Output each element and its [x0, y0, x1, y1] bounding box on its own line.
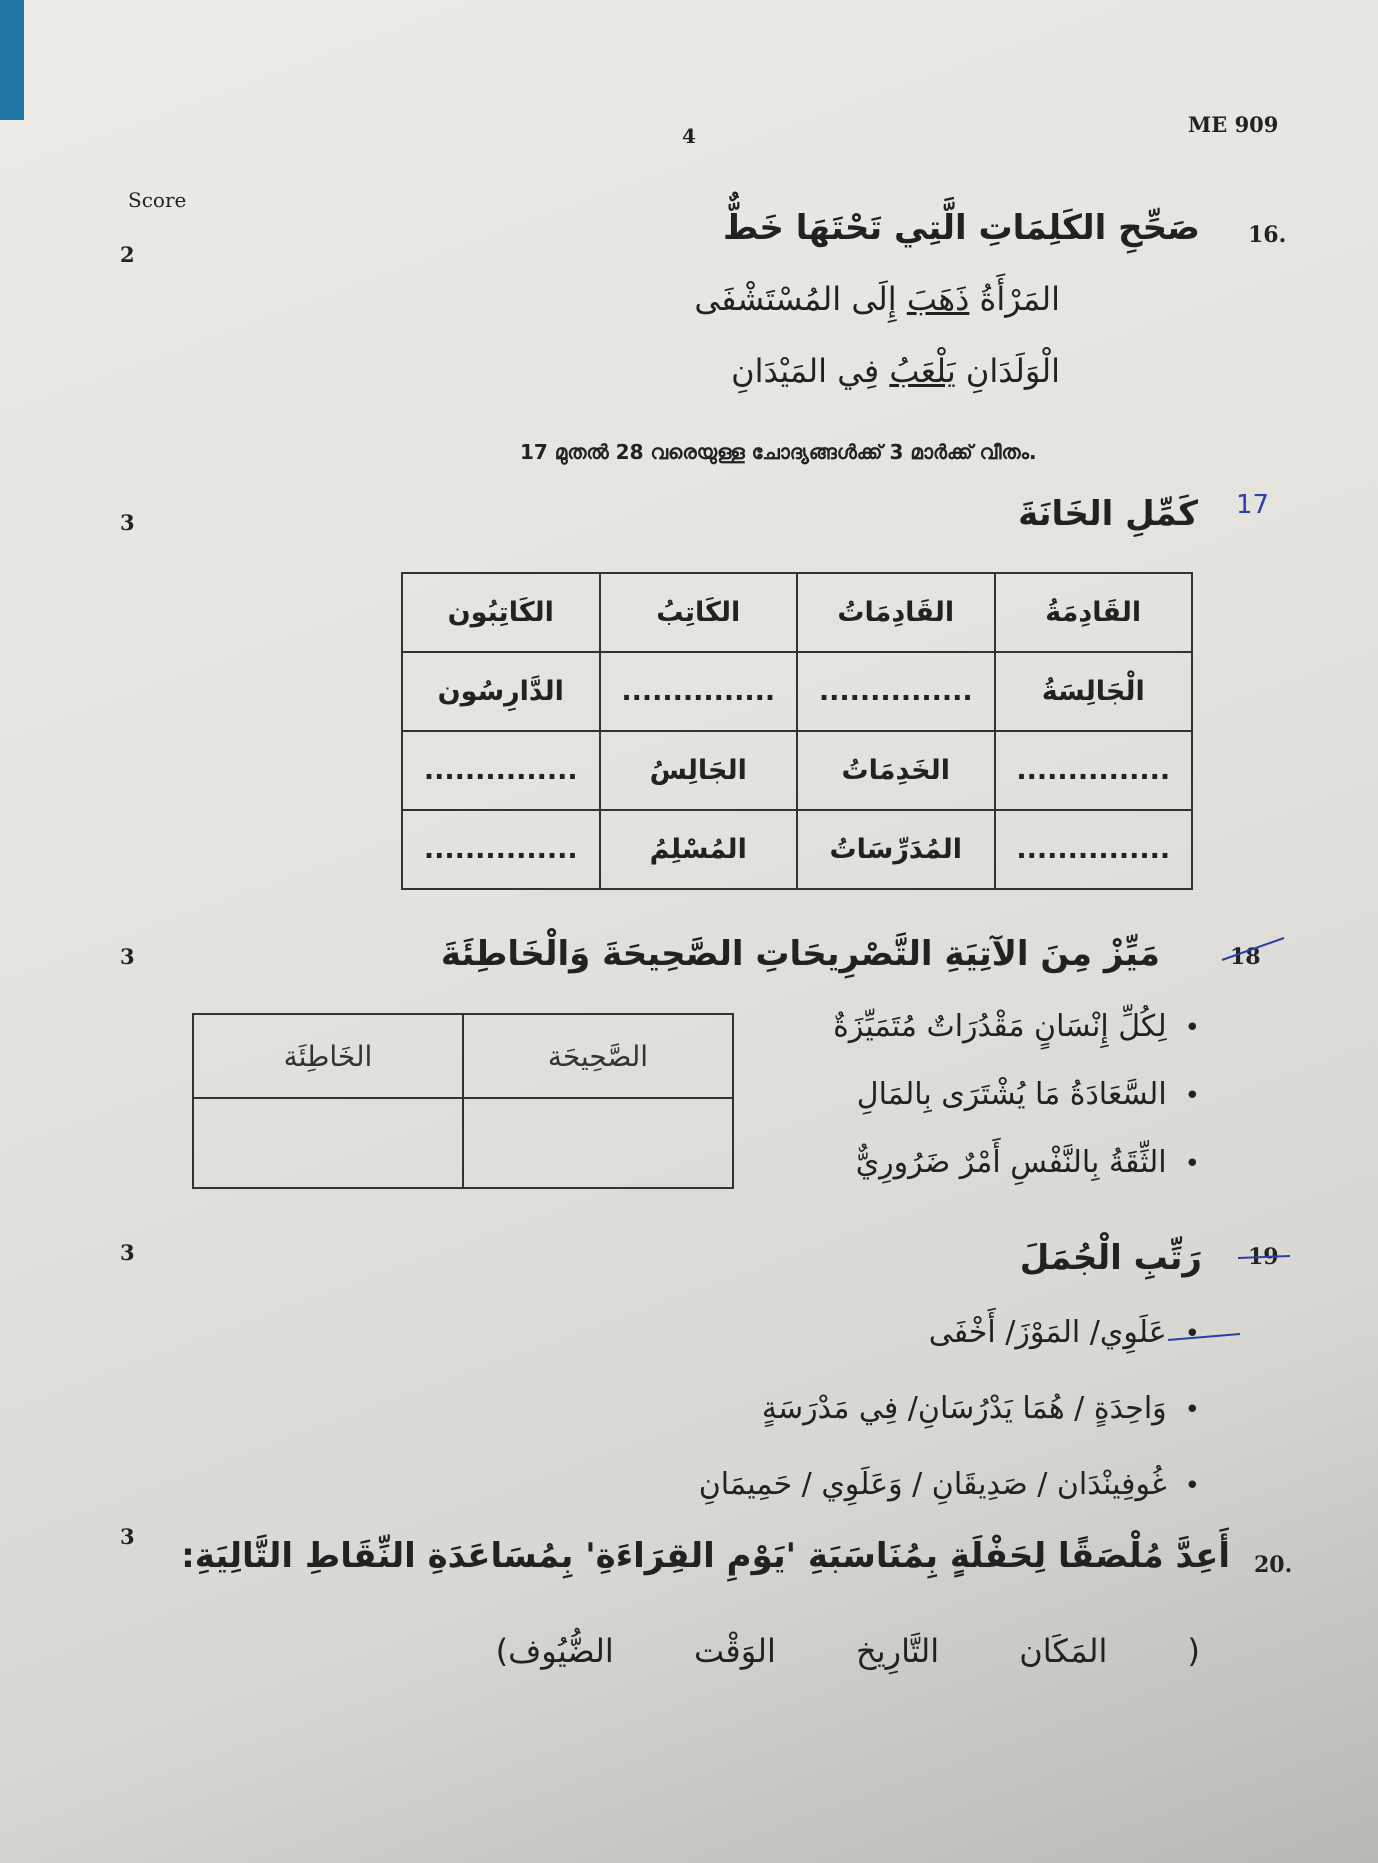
page-number: 4 [682, 124, 696, 148]
q19-sentences [698, 1315, 1200, 1502]
table-cell: المُسْلِمُ [600, 810, 798, 889]
table-cell: القَادِمَاتُ [797, 573, 995, 652]
q18-answer-table [192, 1013, 734, 1189]
q18-pen-stroke [1218, 930, 1288, 970]
table-cell: الدَّارِسُون [402, 652, 600, 731]
table-cell: ............... [995, 731, 1193, 810]
table-row [402, 573, 1192, 652]
q20-number: 20. [1254, 1552, 1293, 1578]
q20-points: ( المَكَان التَّارِيخ الوَقْت الضُّيُوف) [495, 1632, 1200, 1670]
table-cell: القَادِمَةُ [995, 573, 1193, 652]
answer-cell[interactable] [463, 1098, 733, 1188]
q18-number: 18 [1230, 944, 1261, 970]
q19-mark: 3 [120, 1240, 135, 1265]
q17-mark: 3 [120, 510, 135, 535]
table-cell: ............... [995, 810, 1193, 889]
table-cell: الجَالِسُ [600, 731, 798, 810]
left-edge-strip [0, 0, 24, 120]
table-cell: الكَاتِبُون [402, 573, 600, 652]
table-cell: ............... [797, 652, 995, 731]
list-item: • السَّعَادَةُ مَا يُشْتَرَى بِالمَالِ [833, 1080, 1200, 1110]
table-cell: ............... [600, 652, 798, 731]
list-item: • وَاحِدَةٍ / هُمَا يَدْرُسَانِ/ فِي مَدْرَسَةٍ [699, 1394, 1200, 1424]
list-item: • لِكُلِّ إِنْسَانٍ مَقْدُرَاتٌ مُتَمَيِّزَةٌ [833, 1012, 1200, 1042]
table-row [193, 1098, 733, 1188]
q19-pen-stroke-item1 [1166, 1328, 1242, 1350]
instruction-note: 17 മുതൽ 28 വരെയുള്ള ചോദ്യങ്ങൾക്ക് 3 മാർക്ക് വീതം. [520, 440, 1037, 464]
table-row [193, 1014, 733, 1098]
table-cell: الكَاتِبُ [600, 573, 798, 652]
table-cell: الْجَالِسَةُ [995, 652, 1193, 731]
table-row [402, 652, 1192, 731]
q19-title: رَتِّبِ الْجُمَلَ [1019, 1238, 1202, 1278]
q19-number: 19 [1248, 1244, 1279, 1270]
q19-pen-stroke [1236, 1248, 1292, 1268]
score-label: Score [128, 188, 187, 212]
q20-title: أَعِدَّ مُلْصَقًا لِحَفْلَةٍ بِمُنَاسَبَةِ 'يَوْمِ القِرَاءَةِ' بِمُسَاعَدَةِ النِّقَاطِ التَّالِيَةِ: [181, 1536, 1230, 1576]
table-cell: ............... [402, 731, 600, 810]
q16-sentence-2: الْوَلَدَانِ يَلْعَبُ فِي المَيْدَانِ [731, 352, 1060, 390]
q18-title: مَيِّزْ مِنَ الآتِيَةِ التَّصْرِيحَاتِ الصَّحِيحَةَ وَالْخَاطِئَةَ [440, 934, 1160, 974]
list-item: • غُوفِينْدَان / صَدِيقَانِ / وَعَلَوِي / حَمِيمَانِ [699, 1470, 1200, 1500]
q16-sentence-1: المَرْأَةُ ذَهَبَ إِلَى المُسْتَشْفَى [694, 280, 1060, 318]
q17-title: كَمِّلِ الخَانَةَ [1018, 494, 1198, 534]
q16-mark: 2 [120, 242, 135, 267]
correct-column-header: الصَّحِيحَة [463, 1014, 733, 1098]
q17-number-handwritten: 17 [1236, 490, 1270, 520]
q18-statements [833, 1009, 1200, 1180]
q17-table [401, 572, 1193, 890]
paper-code: ME 909 [1188, 112, 1279, 137]
answer-cell[interactable] [193, 1098, 463, 1188]
table-cell: ............... [402, 810, 600, 889]
q16-number: 16. [1248, 222, 1287, 248]
list-item: • عَلَوِي/ المَوْزَ/ أَخْفَى [699, 1318, 1200, 1348]
wrong-column-header: الخَاطِئَة [193, 1014, 463, 1098]
table-row [402, 810, 1192, 889]
table-row [402, 731, 1192, 810]
q18-mark: 3 [120, 944, 135, 969]
table-cell: المُدَرِّسَاتُ [797, 810, 995, 889]
table-cell: الخَدِمَاتُ [797, 731, 995, 810]
list-item: • الثِّقَةُ بِالنَّفْسِ أَمْرٌ ضَرُورِيٌّ [833, 1148, 1200, 1178]
q20-mark: 3 [120, 1524, 135, 1549]
q16-title: صَحِّحِ الكَلِمَاتِ الَّتِي تَحْتَهَا خَطٌّ [723, 208, 1200, 248]
